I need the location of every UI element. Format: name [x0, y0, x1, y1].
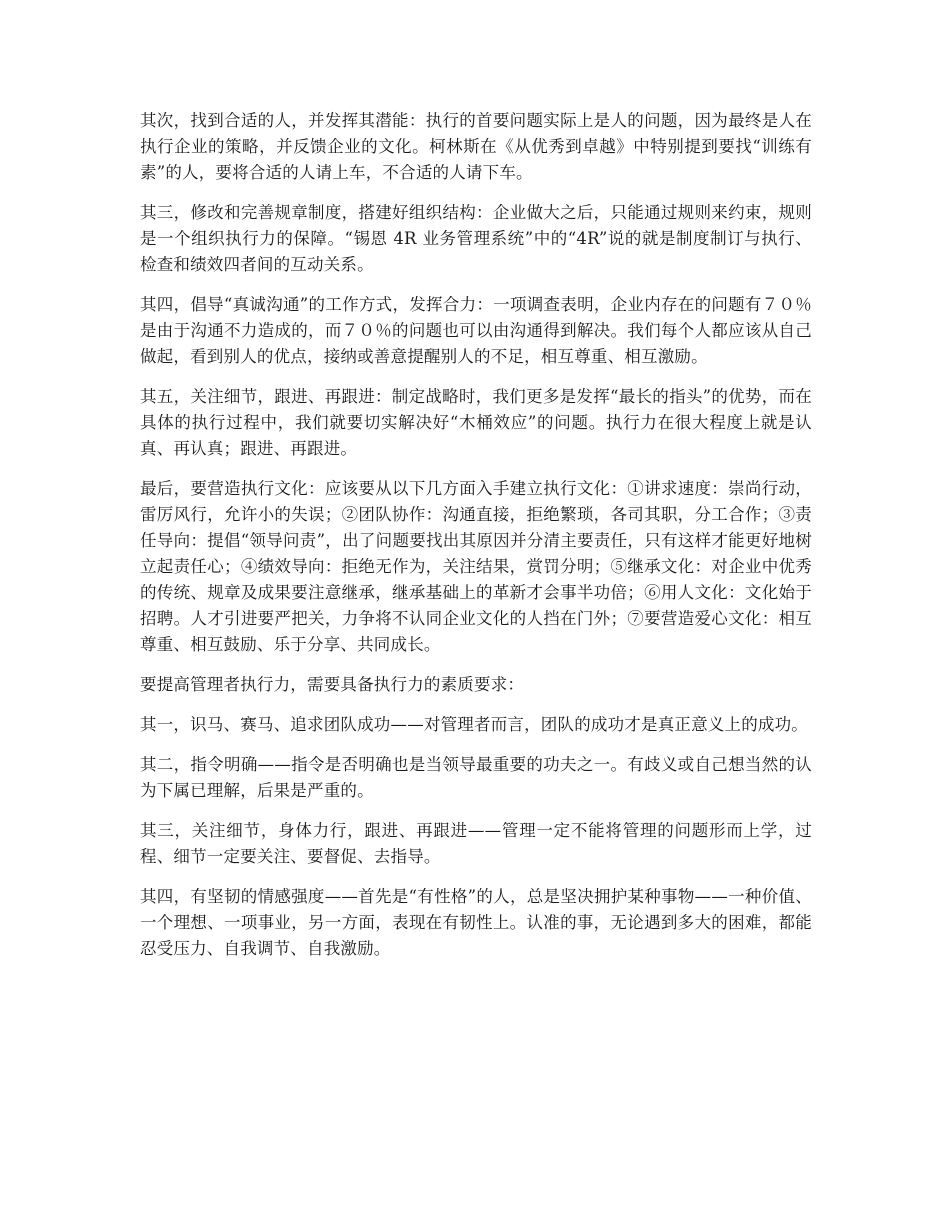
paragraph-5: 最后，要营造执行文化：应该要从以下几方面入手建立执行文化：①讲求速度：崇尚行动，雷厉风行，允许小的失误；②团队协作：沟通直接，拒绝繁琐，各司其职，分工合作；③责任导向：提倡“领导问责”，出了问题要找出其原因并分清主要责任，只有这样才能更好地树立起责任心；④绩效导向：拒绝无作为，关注结果，赏罚分明；⑤继承文化：对企业中优秀的传统、规章及成果要注意继承，继承基础上的革新才会事半功倍；⑥用人文化：文化始于招聘。人才引进要严把关，力争将不认同企业文化的人挡在门外；⑦要营造爱心文化：相互尊重、相互鼓励、乐于分享、共同成长。	[140, 479, 812, 654]
paragraph-2: 其三，修改和完善规章制度，搭建好组织结构：企业做大之后，只能通过规则来约束，规则是一个组织执行力的保障。“锡恩 4R 业务管理系统”中的“4R”说的就是制度制订与执行、检查和绩效四者间的互动关系。	[140, 203, 812, 274]
paragraph-4: 其五，关注细节，跟进、再跟进：制定战略时，我们更多是发挥“最长的指头”的优势，而在具体的执行过程中，我们就要切实解决好“木桶效应”的问题。执行力在很大程度上就是认真、再认真；跟进、再跟进。	[140, 387, 812, 458]
paragraph-9: 其三，关注细节，身体力行，跟进、再跟进——管理一定不能将管理的问题形而上学，过程、细节一定要关注、要督促、去指导。	[140, 821, 812, 866]
document-body	[140, 108, 812, 976]
paragraph-10: 其四，有坚韧的情感强度——首先是“有性格”的人，总是坚决拥护某种事物——一种价值、一个理想、一项事业，另一方面，表现在有韧性上。认准的事，无论遇到多大的困难，都能忍受压力、自我调节、自我激励。	[140, 887, 812, 958]
paragraph-3: 其四，倡导“真诚沟通”的工作方式，发挥合力：一项调查表明，企业内存在的问题有７０％是由于沟通不力造成的，而７０％的问题也可以由沟通得到解决。我们每个人都应该从自己做起，看到别人的优点，接纳或善意提醒别人的不足，相互尊重、相互激励。	[140, 295, 812, 366]
paragraph-6: 要提高管理者执行力，需要具备执行力的素质要求：	[140, 675, 525, 694]
paragraph-8: 其二，指令明确——指令是否明确也是当领导最重要的功夫之一。有歧义或自己想当然的认为下属已理解，后果是严重的。	[140, 755, 812, 800]
paragraph-7: 其一，识马、赛马、追求团队成功——对管理者而言，团队的成功才是真正意义上的成功。	[140, 715, 808, 734]
paragraph-1: 其次，找到合适的人，并发挥其潜能：执行的首要问题实际上是人的问题，因为最终是人在执行企业的策略，并反馈企业的文化。柯林斯在《从优秀到卓越》中特别提到要找“训练有素”的人，要将合适的人请上车，不合适的人请下车。	[140, 111, 812, 182]
